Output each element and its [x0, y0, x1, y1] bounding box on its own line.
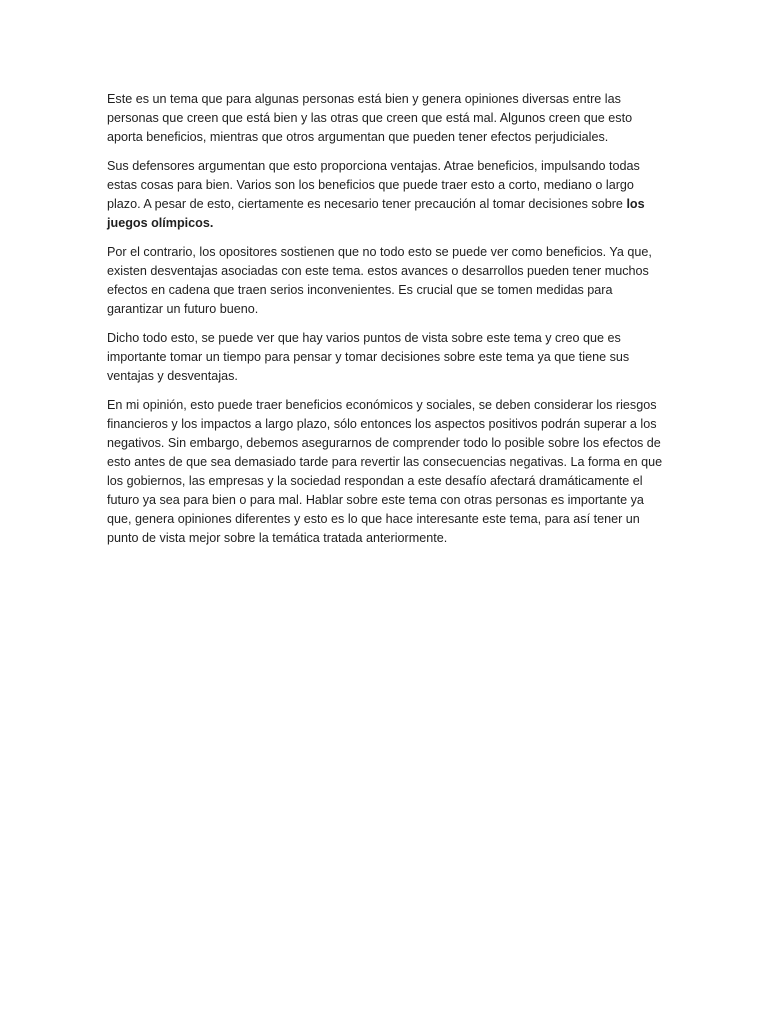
paragraph-summary-text: Dicho todo esto, se puede ver que hay varios puntos de vista sobre este tema y creo que es importante tomar un tiempo para pensar y tomar decisiones sobre este tema ya que tiene sus ventajas y desventajas. — [107, 331, 630, 383]
paragraph-opponents-text: Por el contrario, los opositores sostienen que no todo esto se puede ver como beneficios. Ya que, existen desventajas asociadas con este tema. estos avances o desarrollos pueden tener muchos efectos en cadena que traen serios inconvenientes. Es crucial que se tomen medidas para garantizar un futuro bueno. — [107, 245, 652, 316]
paragraph-intro — [107, 90, 663, 147]
paragraph-intro-text: Este es un tema que para algunas personas está bien y genera opiniones diversas entre las personas que creen que está bien y las otras que creen que está mal. Algunos creen que esto aporta beneficios, mientras que otros argumentan que pueden tener efectos perjudiciales. — [107, 92, 633, 144]
paragraph-advocates-text: Sus defensores argumentan que esto proporciona ventajas. Atrae beneficios, impulsando todas estas cosas para bien. Varios son los beneficios que puede traer esto a corto, mediano o largo plazo. A pesar de esto, ciertamente es necesario tener precaución al tomar decisiones sobre — [107, 159, 640, 211]
paragraph-opinion-text: En mi opinión, esto puede traer beneficios económicos y sociales, se deben considerar los riesgos financieros y los impactos a largo plazo, sólo entonces los aspectos positivos podrán superar a los negativos. Sin embargo, debemos asegurarnos de comprender todo lo posible sobre los efectos de esto antes de que sea demasiado tarde para revertir las consecuencias negativas. La forma en que los gobiernos, las empresas y la sociedad respondan a este desafío afectará dramáticamente el futuro ya sea para bien o para mal. Hablar sobre este tema con otras personas es importante ya que, genera opiniones diferentes y esto es lo que hace interesante este tema, para así tener un punto de vista mejor sobre la temática tratada anteriormente. — [107, 398, 663, 545]
paragraph-advocates — [107, 157, 663, 233]
paragraph-advocates-bold-topic: los juegos olímpicos. — [107, 197, 645, 230]
document-body — [107, 90, 663, 558]
paragraph-opinion — [107, 396, 663, 548]
paragraph-summary — [107, 329, 663, 386]
paragraph-opponents — [107, 243, 663, 319]
